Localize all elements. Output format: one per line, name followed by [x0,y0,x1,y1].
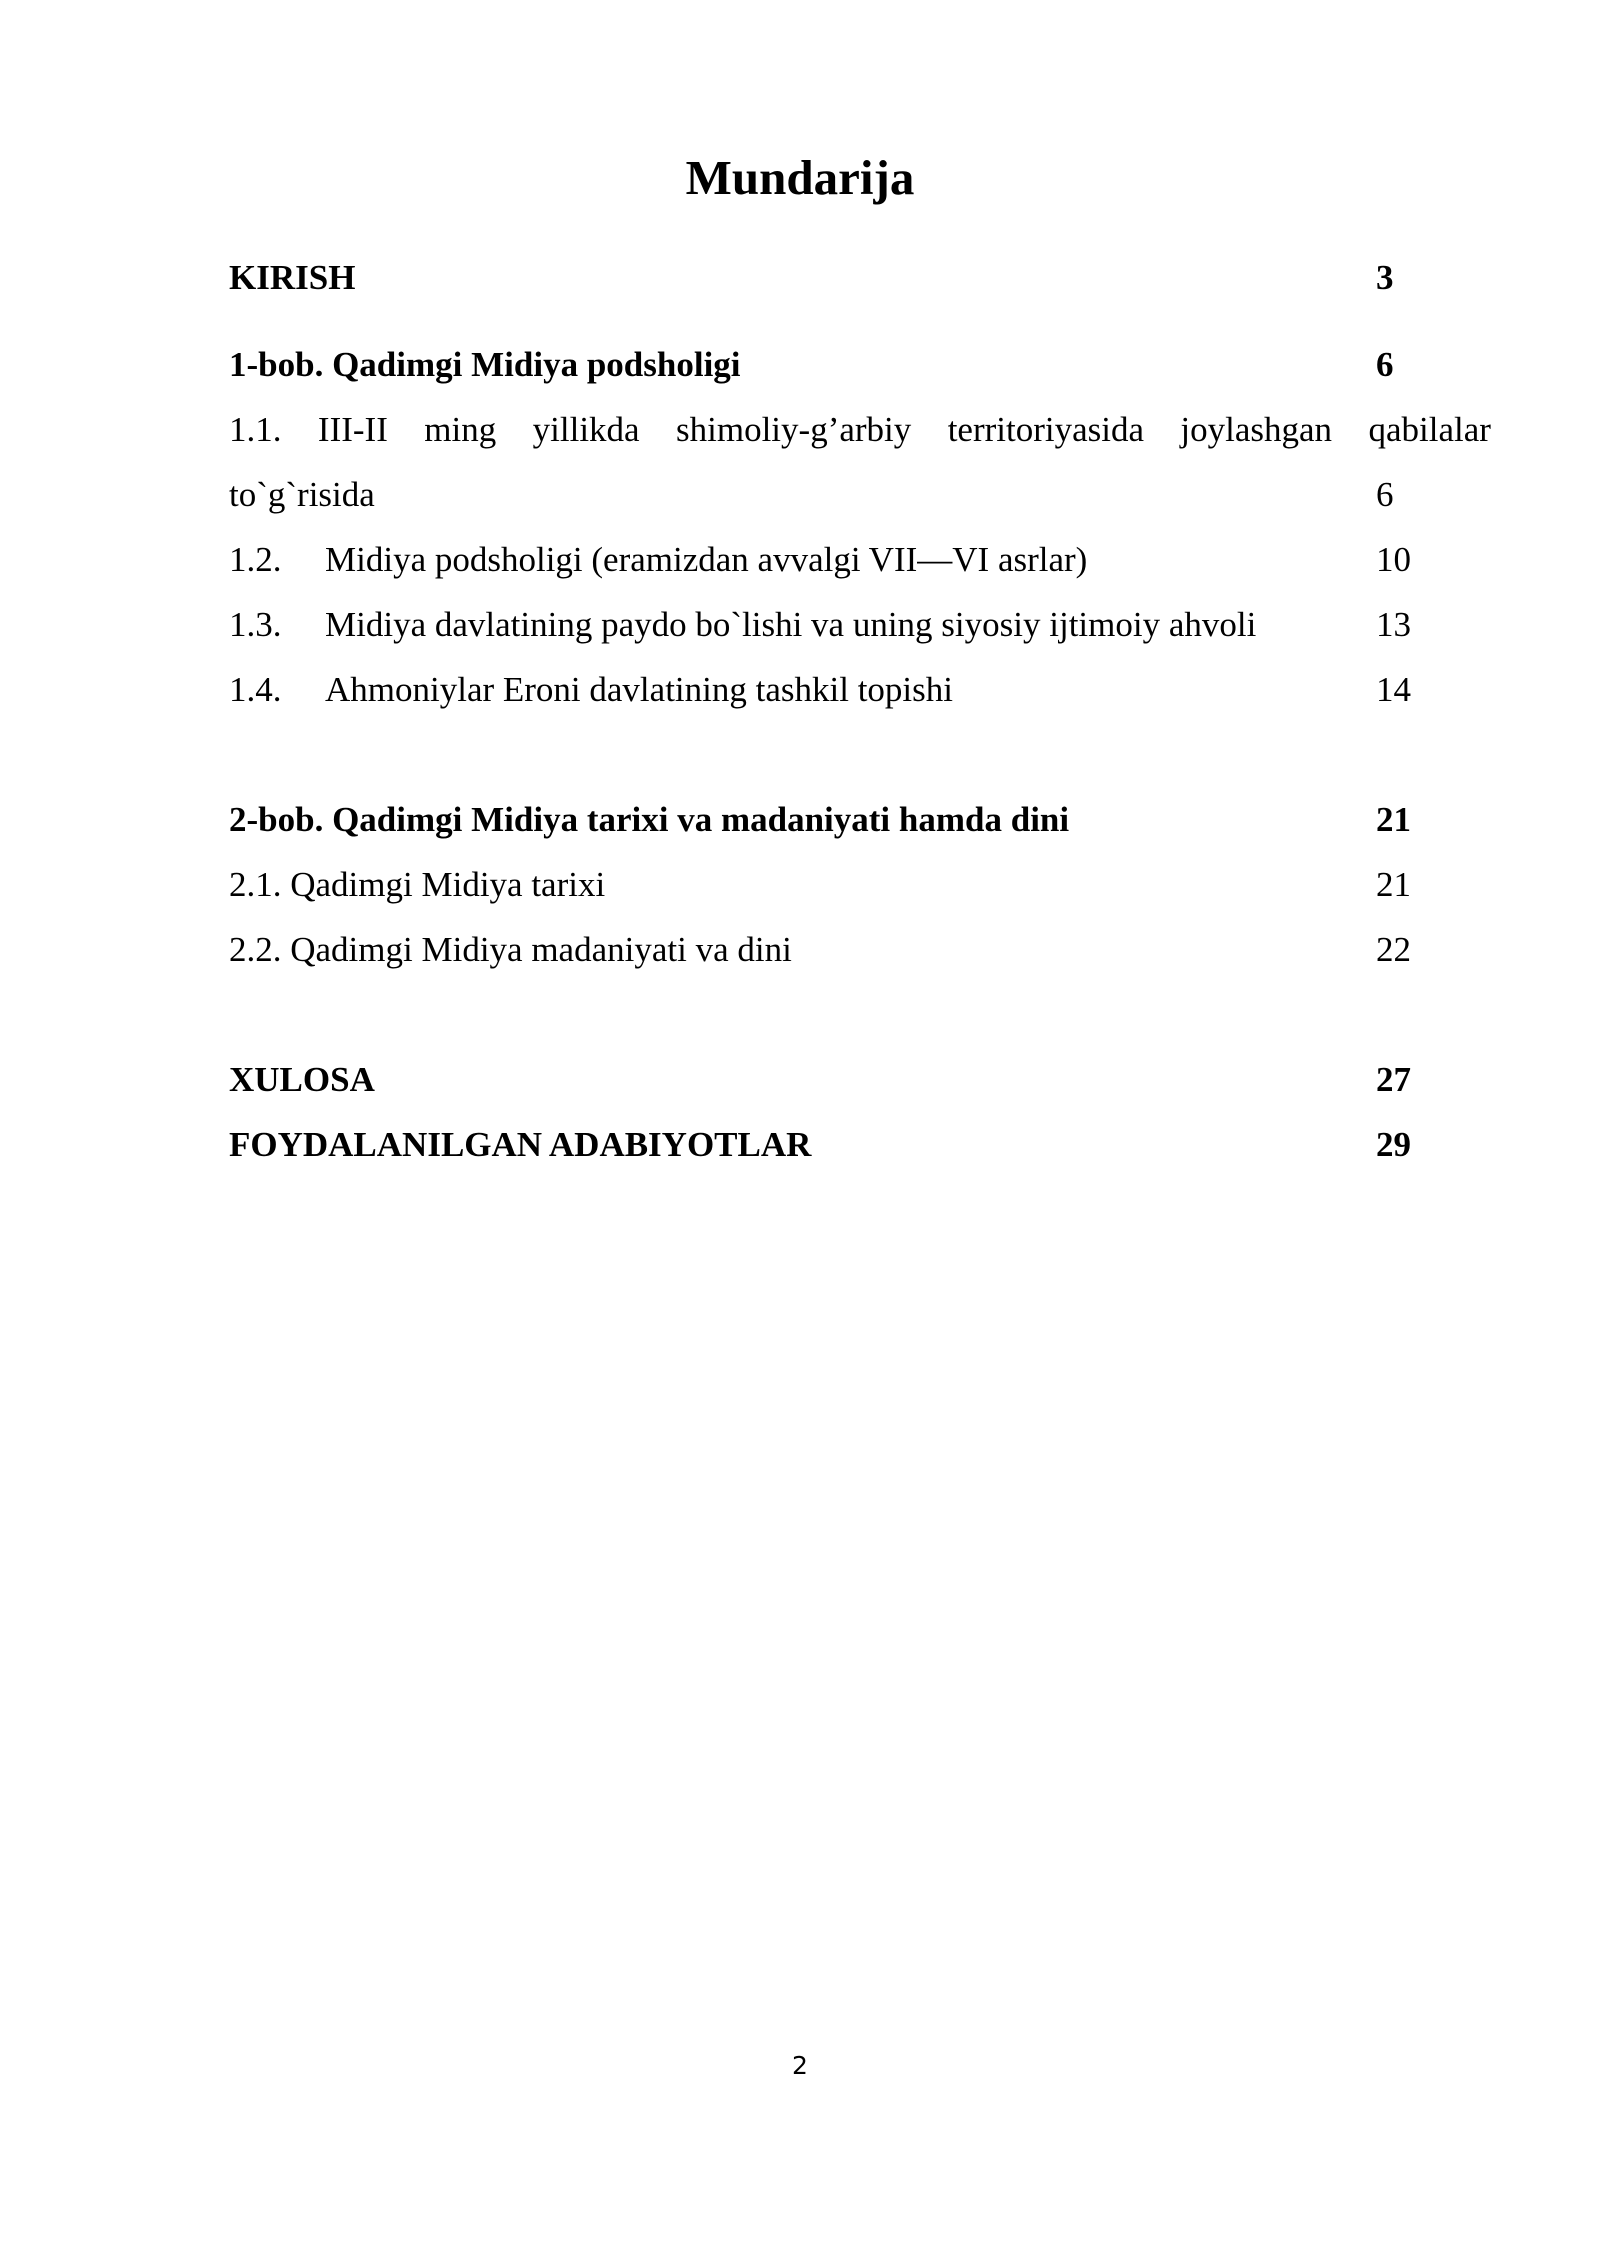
toc-word: ming [424,410,497,449]
toc-chapter-1 [229,340,1409,390]
toc-section-number: 1.3. [229,605,282,644]
toc-entry-page: 21 [1376,800,1411,839]
toc-entry-label: XULOSA [229,1060,375,1099]
toc-entry-label: Ahmoniylar Eroni davlatining tashkil topishi [325,670,953,709]
toc-word: qabilalar [1368,410,1491,449]
toc-section-1-4 [229,665,1409,715]
toc-section-number: 1.1. [229,410,282,449]
toc-word: yillikda [532,410,640,449]
toc-entry-page: 3 [1376,258,1394,297]
toc-entry-label: 1-bob. Qadimgi Midiya podsholigi [229,345,741,384]
toc-word: joylashgan [1180,410,1333,449]
toc-word: shimoliy-g’arbiy [676,410,912,449]
toc-section-number: 1.2. [229,540,282,579]
toc-entry-adabiyotlar [229,1120,1409,1170]
toc-section-number: 1.4. [229,670,282,709]
page-number: 2 [792,2051,808,2080]
toc-chapter-2 [229,795,1409,845]
toc-entry-label: 2-bob. Qadimgi Midiya tarixi va madaniyati hamda dini [229,800,1070,839]
toc-section-2-2 [229,925,1409,975]
toc-entry-label: FOYDALANILGAN ADABIYOTLAR [229,1125,812,1164]
toc-entry-page: 22 [1376,930,1411,969]
toc-entry-label: Midiya podsholigi (eramizdan avvalgi VII—VI asrlar) [325,540,1088,579]
toc-entry-kirish [229,253,1409,303]
toc-entry-label: 2.2. Qadimgi Midiya madaniyati va dini [229,930,792,969]
toc-section-2-1 [229,860,1409,910]
toc-entry-page: 6 [1376,345,1394,384]
toc-section-1-1-line1 [229,405,1491,455]
toc-entry-page: 29 [1376,1125,1411,1164]
toc-entry-label: to`g`risida [229,475,375,514]
toc-entry-page: 10 [1376,540,1411,579]
toc-word: territoriyasida [947,410,1144,449]
toc-entry-label: KIRISH [229,258,356,297]
toc-entry-xulosa [229,1055,1409,1105]
toc-word: III-II [317,410,388,449]
toc-entry-label: 2.1. Qadimgi Midiya tarixi [229,865,606,904]
toc-entry-page: 27 [1376,1060,1411,1099]
toc-entry-page: 21 [1376,865,1411,904]
toc-entry-page: 6 [1376,475,1394,514]
toc-section-1-2 [229,535,1409,585]
toc-entry-label: Midiya davlatining paydo bo`lishi va uning siyosiy ijtimoiy ahvoli [325,605,1257,644]
toc-entry-page: 13 [1376,605,1411,644]
toc-section-1-3 [229,600,1409,650]
page-title: Mundarija [685,150,915,205]
toc-entry-page: 14 [1376,670,1411,709]
toc-section-1-1-line2 [229,470,1409,520]
